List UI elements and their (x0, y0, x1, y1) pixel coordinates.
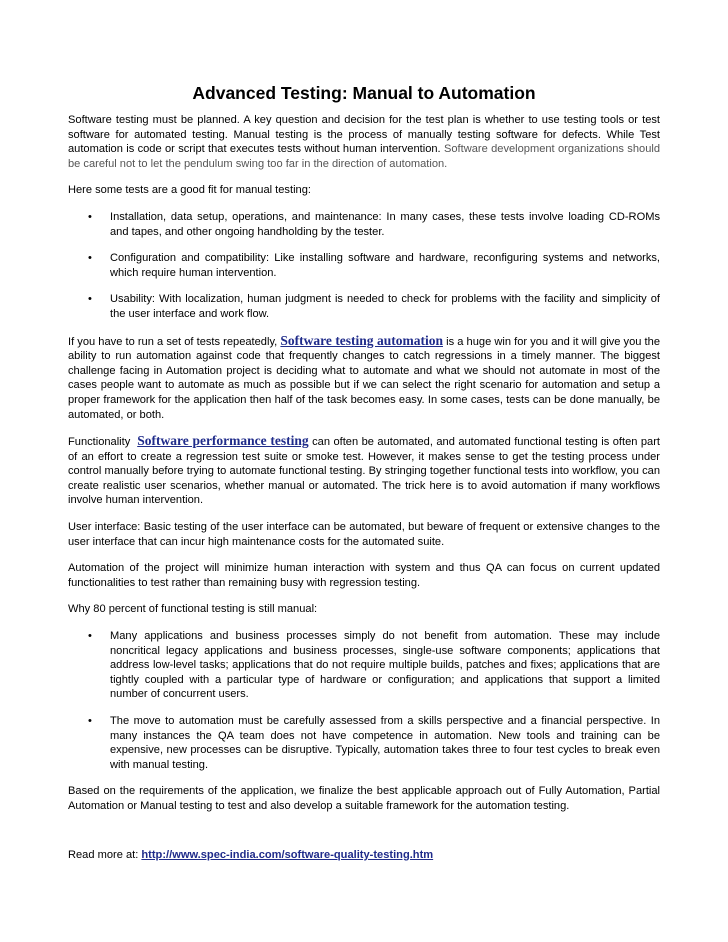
list-item: • Many applications and business processes simply do not benefit from automation. These may include noncritical legacy applications and business processes, single-use software components; applications that address low-level tasks; applications that do not require multiple builds, patches and fixes; applications that are tightly coupled with a particular type of hardware or configuration; and applications that support a limited number of concurrent users. (88, 630, 660, 701)
list-item: • Usability: With localization, human judgment is needed to check for problems with the facility and simplicity of the user interface and work flow. (88, 293, 660, 320)
repeat-paragraph: If you have to run a set of tests repeatedly, Software testing automation is a huge win for you and it will give you the ability to run automation against code that frequently changes to catch regressions in a timely manner. The biggest challenge facing in Automation project is deciding what to automate and what we should not automate in most of the cases people want to automate as much as possible but if we can select the right scenario for automation and setup a proper framework for the application then half of the task becomes easy. In some cases, tests can be done manually, be automated, or both. (68, 332, 660, 421)
list-item: • Configuration and compatibility: Like installing software and hardware, reconfiguring systems and networks, which require human intervention. (88, 252, 660, 279)
intro-muted-text: Software development organizations should be careful not to let the pendulum swing too far in the direction of automation. (68, 143, 660, 170)
why-list (68, 629, 660, 772)
why-intro: Why 80 percent of functional testing is still manual: (68, 603, 318, 616)
page-title: Advanced Testing: Manual to Automation (192, 83, 536, 103)
manual-intro: Here some tests are a good fit for manual testing: (68, 184, 311, 197)
read-more-footer (68, 848, 660, 863)
bullet-icon: • (88, 252, 92, 265)
bullet-icon: • (88, 630, 92, 643)
list-item: • Installation, data setup, operations, and maintenance: In many cases, these tests involve loading CD-ROMs and tapes, and other ongoing handholding by the tester. (88, 210, 660, 238)
software-performance-testing-link[interactable]: Software performance testing (137, 433, 309, 449)
bullet-icon: • (88, 210, 92, 223)
intro-paragraph (68, 113, 660, 171)
qa-paragraph: Automation of the project will minimize human interaction with system and thus QA can focus on current updated functionalities to test rather than remaining busy with regression testing. (68, 562, 660, 589)
document-page (68, 82, 660, 874)
ui-paragraph: User interface: Basic testing of the user interface can be automated, but beware of frequent or extensive changes to the user interface that can incur high maintenance costs for the automated suite. (68, 521, 660, 548)
bullet-icon: • (88, 293, 92, 306)
manual-list (68, 210, 660, 322)
intro-text: Software testing must be planned. A key question and decision for the test plan is whether to use testing tools or test software for automated testing. Manual testing is the process of manually testing software for defects. While Test automation is code or script that executes tests without human intervention. (68, 114, 660, 156)
list-item: • The move to automation must be carefully assessed from a skills perspective and a financial perspective. In many instances the QA team does not have competence in automation. New tools and training can be expensive, new processes can be disruptive. Typically, automation takes three to four test cycles to break even with manual testing. (88, 715, 660, 771)
read-more-label: Read more at: (68, 848, 139, 861)
read-more-link[interactable]: http://www.spec-india.com/software-quality-testing.htm (141, 848, 434, 861)
conclusion-paragraph: Based on the requirements of the application, we finalize the best applicable approach out of Fully Automation, Partial Automation or Manual testing to test and also develop a suitable framework for the automation testing. (68, 785, 660, 812)
functionality-paragraph: Functionality Software performance testing can often be automated, and automated functional testing is often part of an effort to create a regression test suite or smoke test. However, it makes sense to get the testing process under control manually before trying to automate functional testing. By stringing together functional tests into workflow, you can create realistic user scenarios, whether manual or automated. The trick here is to avoid automation if many workflows involve human intervention. (68, 433, 661, 507)
software-testing-automation-link[interactable]: Software testing automation (280, 332, 443, 348)
bullet-icon: • (88, 715, 92, 727)
